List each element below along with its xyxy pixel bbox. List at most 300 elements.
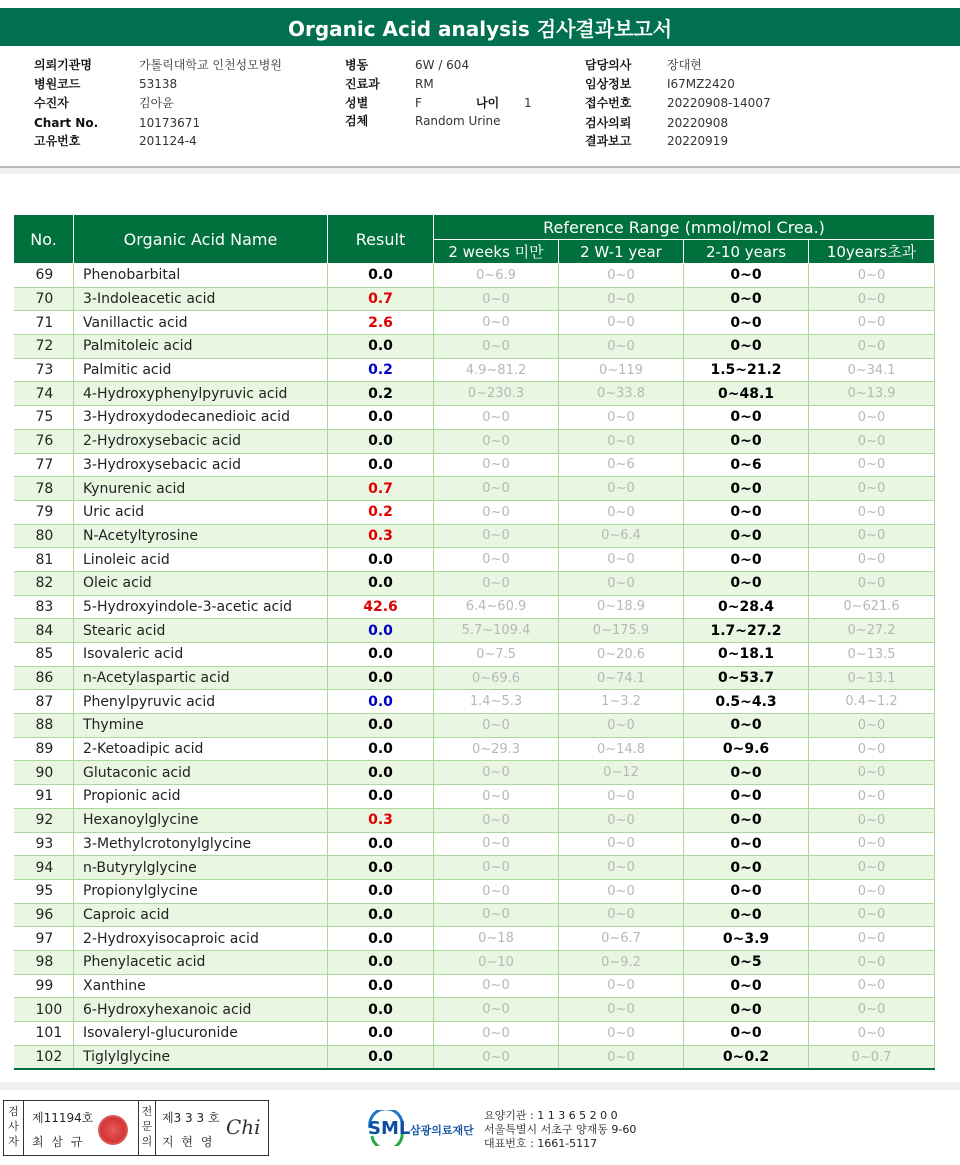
- sml-logo: [366, 1110, 476, 1146]
- acid-name: n-Acetylaspartic acid: [74, 666, 328, 690]
- range-2-10y: 0~6: [684, 453, 809, 477]
- result-value: 0.0: [328, 974, 434, 998]
- row-no: 83: [14, 595, 74, 619]
- range-2-10y: 0~0: [684, 856, 809, 880]
- table-row: [14, 477, 935, 501]
- col-header-no: No.: [14, 215, 74, 264]
- range-under-2-weeks: 0~0: [434, 808, 559, 832]
- range-over-10y: 0~0: [809, 879, 935, 903]
- range-over-10y: 0~0: [809, 264, 935, 288]
- range-2w-1y: 1~3.2: [559, 690, 684, 714]
- result-value: 0.0: [328, 453, 434, 477]
- range-2-10y: 0~18.1: [684, 643, 809, 667]
- result-value: 0.0: [328, 548, 434, 572]
- range-2-10y: 0~0: [684, 264, 809, 288]
- row-no: 81: [14, 548, 74, 572]
- range-2w-1y: 0~6.7: [559, 927, 684, 951]
- range-under-2-weeks: 0~0: [434, 406, 559, 430]
- signature: Chi: [226, 1115, 261, 1139]
- result-value: 0.2: [328, 500, 434, 524]
- range-2-10y: 0~48.1: [684, 382, 809, 406]
- range-2-10y: 0~0.2: [684, 1045, 809, 1069]
- info-value: 20220908-14007: [667, 96, 771, 110]
- acid-name: Uric acid: [74, 500, 328, 524]
- result-value: 0.0: [328, 406, 434, 430]
- acid-name: Propionic acid: [74, 785, 328, 809]
- row-no: 78: [14, 477, 74, 501]
- range-over-10y: 0~0: [809, 406, 935, 430]
- range-over-10y: 0~0: [809, 287, 935, 311]
- range-under-2-weeks: 0~0: [434, 311, 559, 335]
- report-title: Organic Acid analysis 검사결과보고서: [0, 8, 960, 46]
- acid-name: 2-Hydroxyisocaproic acid: [74, 927, 328, 951]
- row-no: 72: [14, 335, 74, 359]
- range-over-10y: 0~0: [809, 927, 935, 951]
- range-under-2-weeks: 6.4~60.9: [434, 595, 559, 619]
- acid-name: 3-Hydroxydodecanedioic acid: [74, 406, 328, 430]
- range-2-10y: 0~5: [684, 950, 809, 974]
- row-no: 91: [14, 785, 74, 809]
- table-row: [14, 950, 935, 974]
- acid-name: 3-Indoleacetic acid: [74, 287, 328, 311]
- range-2w-1y: 0~0: [559, 879, 684, 903]
- range-2-10y: 0~0: [684, 524, 809, 548]
- row-no: 79: [14, 500, 74, 524]
- acid-name: Hexanoylglycine: [74, 808, 328, 832]
- range-under-2-weeks: 0~230.3: [434, 382, 559, 406]
- result-value: 0.0: [328, 1022, 434, 1046]
- table-row: [14, 927, 935, 951]
- acid-name: 4-Hydroxyphenylpyruvic acid: [74, 382, 328, 406]
- table-row: [14, 903, 935, 927]
- range-under-2-weeks: 0~0: [434, 856, 559, 880]
- col-header-reference: Reference Range (mmol/mol Crea.): [434, 215, 935, 240]
- range-under-2-weeks: 0~0: [434, 548, 559, 572]
- range-2-10y: 0~28.4: [684, 595, 809, 619]
- result-value: 0.0: [328, 429, 434, 453]
- table-row: [14, 524, 935, 548]
- range-under-2-weeks: 0~10: [434, 950, 559, 974]
- table-row: [14, 785, 935, 809]
- row-no: 88: [14, 714, 74, 738]
- row-no: 76: [14, 429, 74, 453]
- acid-name: Oleic acid: [74, 571, 328, 595]
- row-no: 92: [14, 808, 74, 832]
- row-no: 71: [14, 311, 74, 335]
- table-row: [14, 335, 935, 359]
- range-2w-1y: 0~0: [559, 548, 684, 572]
- range-2w-1y: 0~0: [559, 500, 684, 524]
- range-2w-1y: 0~0: [559, 856, 684, 880]
- info-label: 담당의사: [585, 58, 632, 72]
- acid-name: Palmitic acid: [74, 358, 328, 382]
- range-under-2-weeks: 0~0: [434, 477, 559, 501]
- table-row: [14, 619, 935, 643]
- range-2-10y: 0~0: [684, 477, 809, 501]
- result-value: 0.0: [328, 666, 434, 690]
- result-value: 0.0: [328, 832, 434, 856]
- range-under-2-weeks: 5.7~109.4: [434, 619, 559, 643]
- info-label: 검체: [345, 114, 369, 128]
- row-no: 97: [14, 927, 74, 951]
- table-row: [14, 832, 935, 856]
- result-value: 0.3: [328, 524, 434, 548]
- range-2-10y: 0~0: [684, 761, 809, 785]
- range-over-10y: 0~13.9: [809, 382, 935, 406]
- footer-divider: [0, 1082, 960, 1090]
- range-over-10y: 0~0: [809, 903, 935, 927]
- table-row: [14, 1022, 935, 1046]
- info-label: 성별: [345, 96, 369, 110]
- result-value: 0.0: [328, 1045, 434, 1069]
- range-over-10y: 0~0: [809, 950, 935, 974]
- range-under-2-weeks: 0~0: [434, 287, 559, 311]
- info-label: 진료과: [345, 77, 380, 91]
- table-row: [14, 690, 935, 714]
- row-no: 70: [14, 287, 74, 311]
- row-no: 77: [14, 453, 74, 477]
- info-label: 임상정보: [585, 77, 632, 91]
- info-value: 가톨릭대학교 인천성모병원: [139, 58, 282, 72]
- info-value: 201124-4: [139, 134, 197, 148]
- row-no: 74: [14, 382, 74, 406]
- result-value: 0.0: [328, 737, 434, 761]
- range-under-2-weeks: 0~7.5: [434, 643, 559, 667]
- range-2w-1y: 0~0: [559, 311, 684, 335]
- table-row: [14, 595, 935, 619]
- table-row: [14, 500, 935, 524]
- info-value: 6W / 604: [415, 58, 470, 72]
- range-2-10y: 0~0: [684, 311, 809, 335]
- org-line: 요양기관 : 1 1 3 6 5 2 0 0: [484, 1109, 618, 1122]
- range-2w-1y: 0~0: [559, 1022, 684, 1046]
- row-no: 99: [14, 974, 74, 998]
- info-label: 결과보고: [585, 134, 632, 148]
- range-2w-1y: 0~175.9: [559, 619, 684, 643]
- range-2-10y: 0~0: [684, 974, 809, 998]
- info-value: 20220908: [667, 116, 729, 130]
- row-no: 93: [14, 832, 74, 856]
- range-2w-1y: 0~0: [559, 571, 684, 595]
- table-row: [14, 974, 935, 998]
- info-label: 수진자: [34, 96, 69, 110]
- range-under-2-weeks: 0~0: [434, 879, 559, 903]
- range-2-10y: 0~3.9: [684, 927, 809, 951]
- range-over-10y: 0~27.2: [809, 619, 935, 643]
- range-over-10y: 0~13.5: [809, 643, 935, 667]
- info-label: 접수번호: [585, 96, 632, 110]
- acid-name: Tiglylglycine: [74, 1045, 328, 1069]
- table-row: [14, 429, 935, 453]
- info-value: F: [415, 96, 422, 110]
- acid-name: 2-Hydroxysebacic acid: [74, 429, 328, 453]
- range-over-10y: 0~0: [809, 429, 935, 453]
- range-2w-1y: 0~0: [559, 1045, 684, 1069]
- acid-name: Propionylglycine: [74, 879, 328, 903]
- range-2-10y: 0~0: [684, 335, 809, 359]
- table-row: [14, 998, 935, 1022]
- range-2w-1y: 0~0: [559, 335, 684, 359]
- range-under-2-weeks: 0~0: [434, 714, 559, 738]
- row-no: 73: [14, 358, 74, 382]
- range-2-10y: 0~0: [684, 879, 809, 903]
- range-under-2-weeks: 0~0: [434, 1045, 559, 1069]
- range-under-2-weeks: 0~0: [434, 903, 559, 927]
- table-row: [14, 643, 935, 667]
- range-under-2-weeks: 0~0: [434, 335, 559, 359]
- table-row: [14, 287, 935, 311]
- result-value: 0.0: [328, 264, 434, 288]
- row-no: 87: [14, 690, 74, 714]
- acid-name: Palmitoleic acid: [74, 335, 328, 359]
- range-2w-1y: 0~0: [559, 264, 684, 288]
- range-under-2-weeks: 0~69.6: [434, 666, 559, 690]
- acid-name: 6-Hydroxyhexanoic acid: [74, 998, 328, 1022]
- acid-name: Linoleic acid: [74, 548, 328, 572]
- acid-name: Phenylacetic acid: [74, 950, 328, 974]
- table-row: [14, 879, 935, 903]
- table-row: [14, 453, 935, 477]
- result-value: 0.0: [328, 714, 434, 738]
- examiner-name: 최 삼 규: [32, 1135, 85, 1149]
- info-value: 10173671: [139, 116, 201, 130]
- row-no: 90: [14, 761, 74, 785]
- specialist-license: 제3 3 3 호: [162, 1111, 220, 1125]
- row-no: 85: [14, 643, 74, 667]
- acid-name: N-Acetyltyrosine: [74, 524, 328, 548]
- range-2-10y: 0~0: [684, 998, 809, 1022]
- range-2-10y: 0~0: [684, 429, 809, 453]
- org-line: 서울특별시 서초구 양재동 9-60: [484, 1123, 637, 1136]
- logo-text: SML: [368, 1118, 411, 1139]
- range-under-2-weeks: 0~18: [434, 927, 559, 951]
- specialist-label: 전문의: [138, 1101, 156, 1155]
- range-2w-1y: 0~0: [559, 477, 684, 501]
- acid-name: Vanillactic acid: [74, 311, 328, 335]
- range-over-10y: 0~34.1: [809, 358, 935, 382]
- range-2w-1y: 0~33.8: [559, 382, 684, 406]
- acid-name: 3-Methylcrotonylglycine: [74, 832, 328, 856]
- table-row: [14, 548, 935, 572]
- range-under-2-weeks: 0~0: [434, 453, 559, 477]
- range-2-10y: 1.7~27.2: [684, 619, 809, 643]
- range-over-10y: 0~0: [809, 548, 935, 572]
- range-over-10y: 0~0: [809, 785, 935, 809]
- info-label: 병원코드: [34, 77, 81, 91]
- range-over-10y: 0~0: [809, 714, 935, 738]
- row-no: 94: [14, 856, 74, 880]
- examiner-label: 검사자: [4, 1101, 24, 1155]
- table-row: [14, 1045, 935, 1069]
- range-2w-1y: 0~18.9: [559, 595, 684, 619]
- specialist-name: 지 현 영: [162, 1135, 215, 1149]
- range-under-2-weeks: 0~29.3: [434, 737, 559, 761]
- range-over-10y: 0~0: [809, 571, 935, 595]
- range-2-10y: 0~0: [684, 832, 809, 856]
- range-over-10y: 0~0: [809, 832, 935, 856]
- range-2w-1y: 0~14.8: [559, 737, 684, 761]
- table-row: [14, 311, 935, 335]
- info-value: 김아윤: [139, 96, 174, 110]
- row-no: 75: [14, 406, 74, 430]
- acid-name: 2-Ketoadipic acid: [74, 737, 328, 761]
- row-no: 95: [14, 879, 74, 903]
- range-over-10y: 0~0: [809, 335, 935, 359]
- results-table: [13, 214, 935, 1070]
- range-2-10y: 0~0: [684, 571, 809, 595]
- result-value: 0.0: [328, 335, 434, 359]
- acid-name: n-Butyrylglycine: [74, 856, 328, 880]
- table-row: [14, 856, 935, 880]
- range-over-10y: 0~0: [809, 1022, 935, 1046]
- col-header-result: Result: [328, 215, 434, 264]
- table-row: [14, 382, 935, 406]
- range-under-2-weeks: 0~0: [434, 832, 559, 856]
- acid-name: Phenobarbital: [74, 264, 328, 288]
- result-value: 0.0: [328, 950, 434, 974]
- range-over-10y: 0~0: [809, 974, 935, 998]
- col-header-range: 2 W-1 year: [559, 240, 684, 264]
- range-over-10y: 0~13.1: [809, 666, 935, 690]
- range-2w-1y: 0~119: [559, 358, 684, 382]
- range-over-10y: 0~0: [809, 998, 935, 1022]
- result-value: 0.0: [328, 785, 434, 809]
- range-2-10y: 0~0: [684, 406, 809, 430]
- acid-name: Glutaconic acid: [74, 761, 328, 785]
- result-value: 0.0: [328, 927, 434, 951]
- col-header-range: 2 weeks 미만: [434, 240, 559, 264]
- info-value: I67MZ2420: [667, 77, 735, 91]
- range-2w-1y: 0~0: [559, 998, 684, 1022]
- result-value: 0.3: [328, 808, 434, 832]
- table-row: [14, 358, 935, 382]
- info-label: 고유번호: [34, 134, 81, 148]
- range-under-2-weeks: 0~0: [434, 1022, 559, 1046]
- acid-name: 5-Hydroxyindole-3-acetic acid: [74, 595, 328, 619]
- org-info: [484, 1109, 636, 1151]
- result-value: 0.0: [328, 761, 434, 785]
- result-value: 0.7: [328, 287, 434, 311]
- range-over-10y: 0.4~1.2: [809, 690, 935, 714]
- range-over-10y: 0~0: [809, 500, 935, 524]
- section-divider: [0, 168, 960, 174]
- table-row: [14, 406, 935, 430]
- result-value: 42.6: [328, 595, 434, 619]
- range-2w-1y: 0~6.4: [559, 524, 684, 548]
- range-over-10y: 0~0.7: [809, 1045, 935, 1069]
- table-row: [14, 714, 935, 738]
- row-no: 80: [14, 524, 74, 548]
- range-under-2-weeks: 0~0: [434, 500, 559, 524]
- result-value: 0.2: [328, 358, 434, 382]
- range-2w-1y: 0~6: [559, 453, 684, 477]
- signature-box: [3, 1100, 269, 1156]
- range-over-10y: 0~0: [809, 453, 935, 477]
- acid-name: Kynurenic acid: [74, 477, 328, 501]
- org-name: 삼광의료재단: [410, 1124, 474, 1137]
- range-2w-1y: 0~0: [559, 832, 684, 856]
- info-value: RM: [415, 77, 434, 91]
- range-under-2-weeks: 4.9~81.2: [434, 358, 559, 382]
- acid-name: Caproic acid: [74, 903, 328, 927]
- range-2w-1y: 0~0: [559, 785, 684, 809]
- table-row: [14, 264, 935, 288]
- acid-name: Phenylpyruvic acid: [74, 690, 328, 714]
- range-under-2-weeks: 0~0: [434, 998, 559, 1022]
- acid-name: Isovaleryl-glucuronide: [74, 1022, 328, 1046]
- range-under-2-weeks: 0~0: [434, 761, 559, 785]
- range-2-10y: 0~0: [684, 903, 809, 927]
- range-2w-1y: 0~74.1: [559, 666, 684, 690]
- range-2w-1y: 0~9.2: [559, 950, 684, 974]
- range-2w-1y: 0~0: [559, 714, 684, 738]
- seal-stamp: [98, 1115, 128, 1145]
- result-value: 0.0: [328, 856, 434, 880]
- row-no: 96: [14, 903, 74, 927]
- range-2w-1y: 0~0: [559, 429, 684, 453]
- age-value: 1: [524, 96, 532, 110]
- range-2w-1y: 0~0: [559, 808, 684, 832]
- row-no: 98: [14, 950, 74, 974]
- result-value: 0.2: [328, 382, 434, 406]
- acid-name: Xanthine: [74, 974, 328, 998]
- result-value: 0.0: [328, 643, 434, 667]
- row-no: 89: [14, 737, 74, 761]
- row-no: 102: [14, 1045, 74, 1069]
- range-2-10y: 0~0: [684, 785, 809, 809]
- acid-name: Thymine: [74, 714, 328, 738]
- result-value: 2.6: [328, 311, 434, 335]
- info-value: Random Urine: [415, 114, 501, 128]
- range-over-10y: 0~0: [809, 311, 935, 335]
- result-value: 0.7: [328, 477, 434, 501]
- result-value: 0.0: [328, 903, 434, 927]
- info-label: 의뢰기관명: [34, 58, 92, 72]
- range-over-10y: 0~0: [809, 856, 935, 880]
- range-under-2-weeks: 0~0: [434, 974, 559, 998]
- range-2-10y: 0~0: [684, 714, 809, 738]
- result-value: 0.0: [328, 690, 434, 714]
- age-label: 나이: [476, 96, 500, 110]
- row-no: 84: [14, 619, 74, 643]
- range-over-10y: 0~0: [809, 477, 935, 501]
- result-value: 0.0: [328, 571, 434, 595]
- range-over-10y: 0~0: [809, 524, 935, 548]
- result-value: 0.0: [328, 619, 434, 643]
- patient-info: [0, 52, 960, 168]
- range-over-10y: 0~621.6: [809, 595, 935, 619]
- range-2-10y: 0.5~4.3: [684, 690, 809, 714]
- col-header-range: 2-10 years: [684, 240, 809, 264]
- info-value: 장대현: [667, 58, 702, 72]
- range-2-10y: 0~0: [684, 287, 809, 311]
- result-value: 0.0: [328, 879, 434, 903]
- info-value: 53138: [139, 77, 178, 91]
- range-2w-1y: 0~0: [559, 287, 684, 311]
- range-2w-1y: 0~0: [559, 903, 684, 927]
- row-no: 101: [14, 1022, 74, 1046]
- result-value: 0.0: [328, 998, 434, 1022]
- range-2-10y: 0~0: [684, 808, 809, 832]
- acid-name: Stearic acid: [74, 619, 328, 643]
- range-2-10y: 0~0: [684, 1022, 809, 1046]
- table-row: [14, 666, 935, 690]
- range-2-10y: 1.5~21.2: [684, 358, 809, 382]
- range-2w-1y: 0~12: [559, 761, 684, 785]
- table-row: [14, 571, 935, 595]
- col-header-name: Organic Acid Name: [74, 215, 328, 264]
- table-row: [14, 808, 935, 832]
